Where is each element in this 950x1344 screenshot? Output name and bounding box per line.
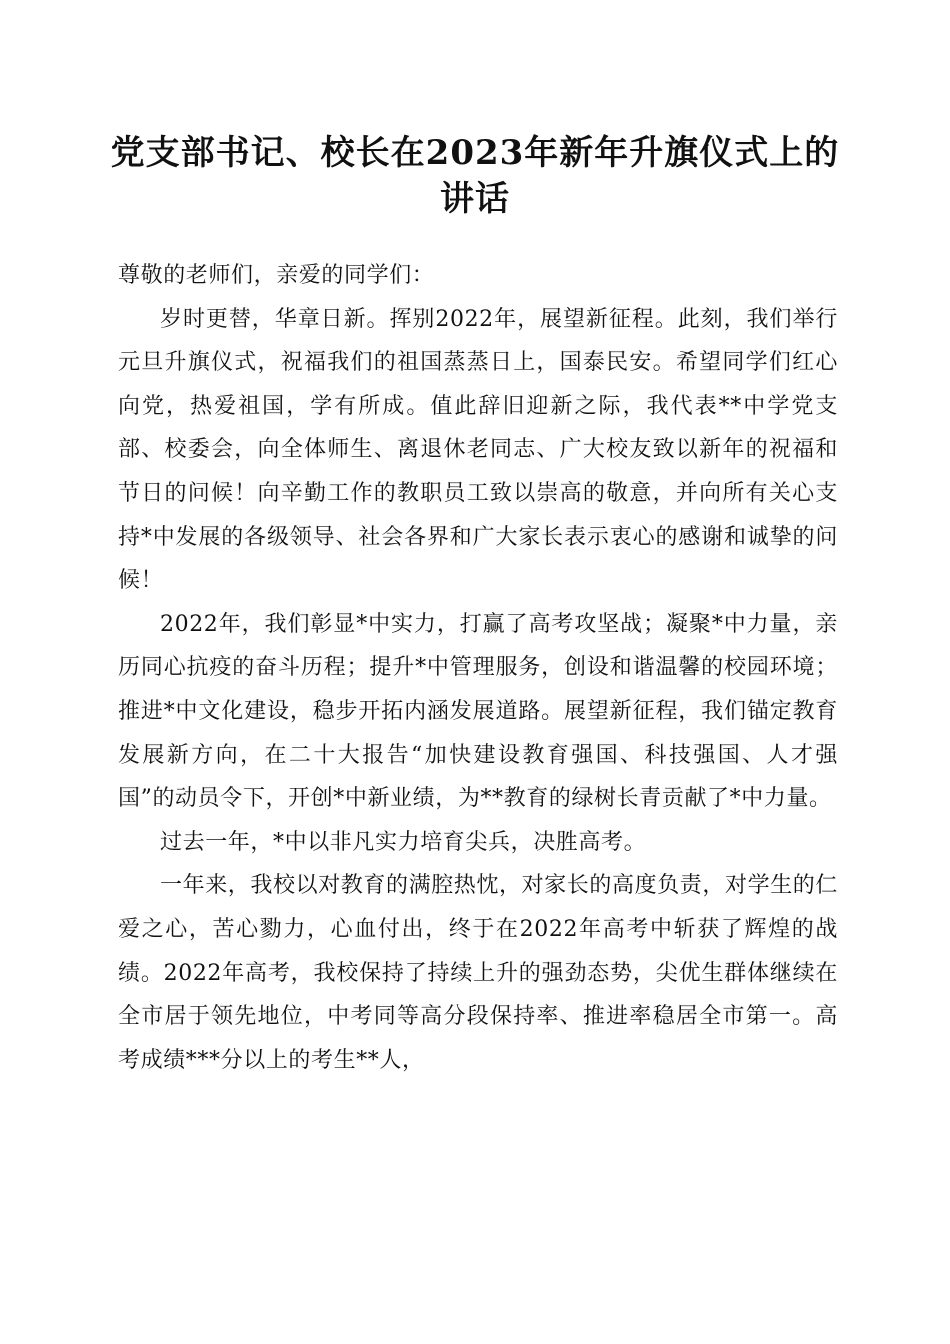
document-title: 党支部书记、校长在2023年新年升旗仪式上的讲话 (110, 133, 840, 219)
paragraph: 岁时更替，华章日新。挥别2022年，展望新征程。此刻，我们举行元旦升旗仪式，祝福我们的祖国蒸蒸日上，国泰民安。希望同学们红心向党，热爱祖国，学有所成。值此辞旧迎新之际，我代表**中学党支部、校委会，向全体师生、离退休老同志、广大校友致以新年的祝福和节日的问候！向辛勤工作的教职员工致以崇高的敬意，并向所有关心支持*中发展的各级领导、社会各界和广大家长表示衷心的感谢和诚挚的问候！ (118, 306, 838, 594)
paragraph: 过去一年，*中以非凡实力培育尖兵，决胜高考。 (160, 829, 647, 855)
salutation: 尊敬的老师们，亲爱的同学们： (118, 263, 435, 288)
paragraph: 2022年，我们彰显*中实力，打赢了高考攻坚战；凝聚*中力量，亲历同心抗疫的奋斗历程；提升*中管理服务，创设和谐温馨的校园环境；推进*中文化建设，稳步开拓内涵发展道路。展望新征程，我们锚定教育发展新方向，在二十大报告“加快建设教育强国、科技强国、人才强国”的动员令下，开创*中新业绩，为**教育的绿树长青贡献了*中力量。 (118, 611, 838, 812)
document-body (118, 254, 838, 1082)
paragraph: 一年来，我校以对教育的满腔热忱，对家长的高度负责，对学生的仁爱之心，苦心勠力，心血付出，终于在2022年高考中斩获了辉煌的战绩。2022年高考，我校保持了持续上升的强劲态势，尖优生群体继续在全市居于领先地位，中考同等高分段保持率、推进率稳居全市第一。高考成绩***分以上的考生**人， (118, 873, 839, 1073)
